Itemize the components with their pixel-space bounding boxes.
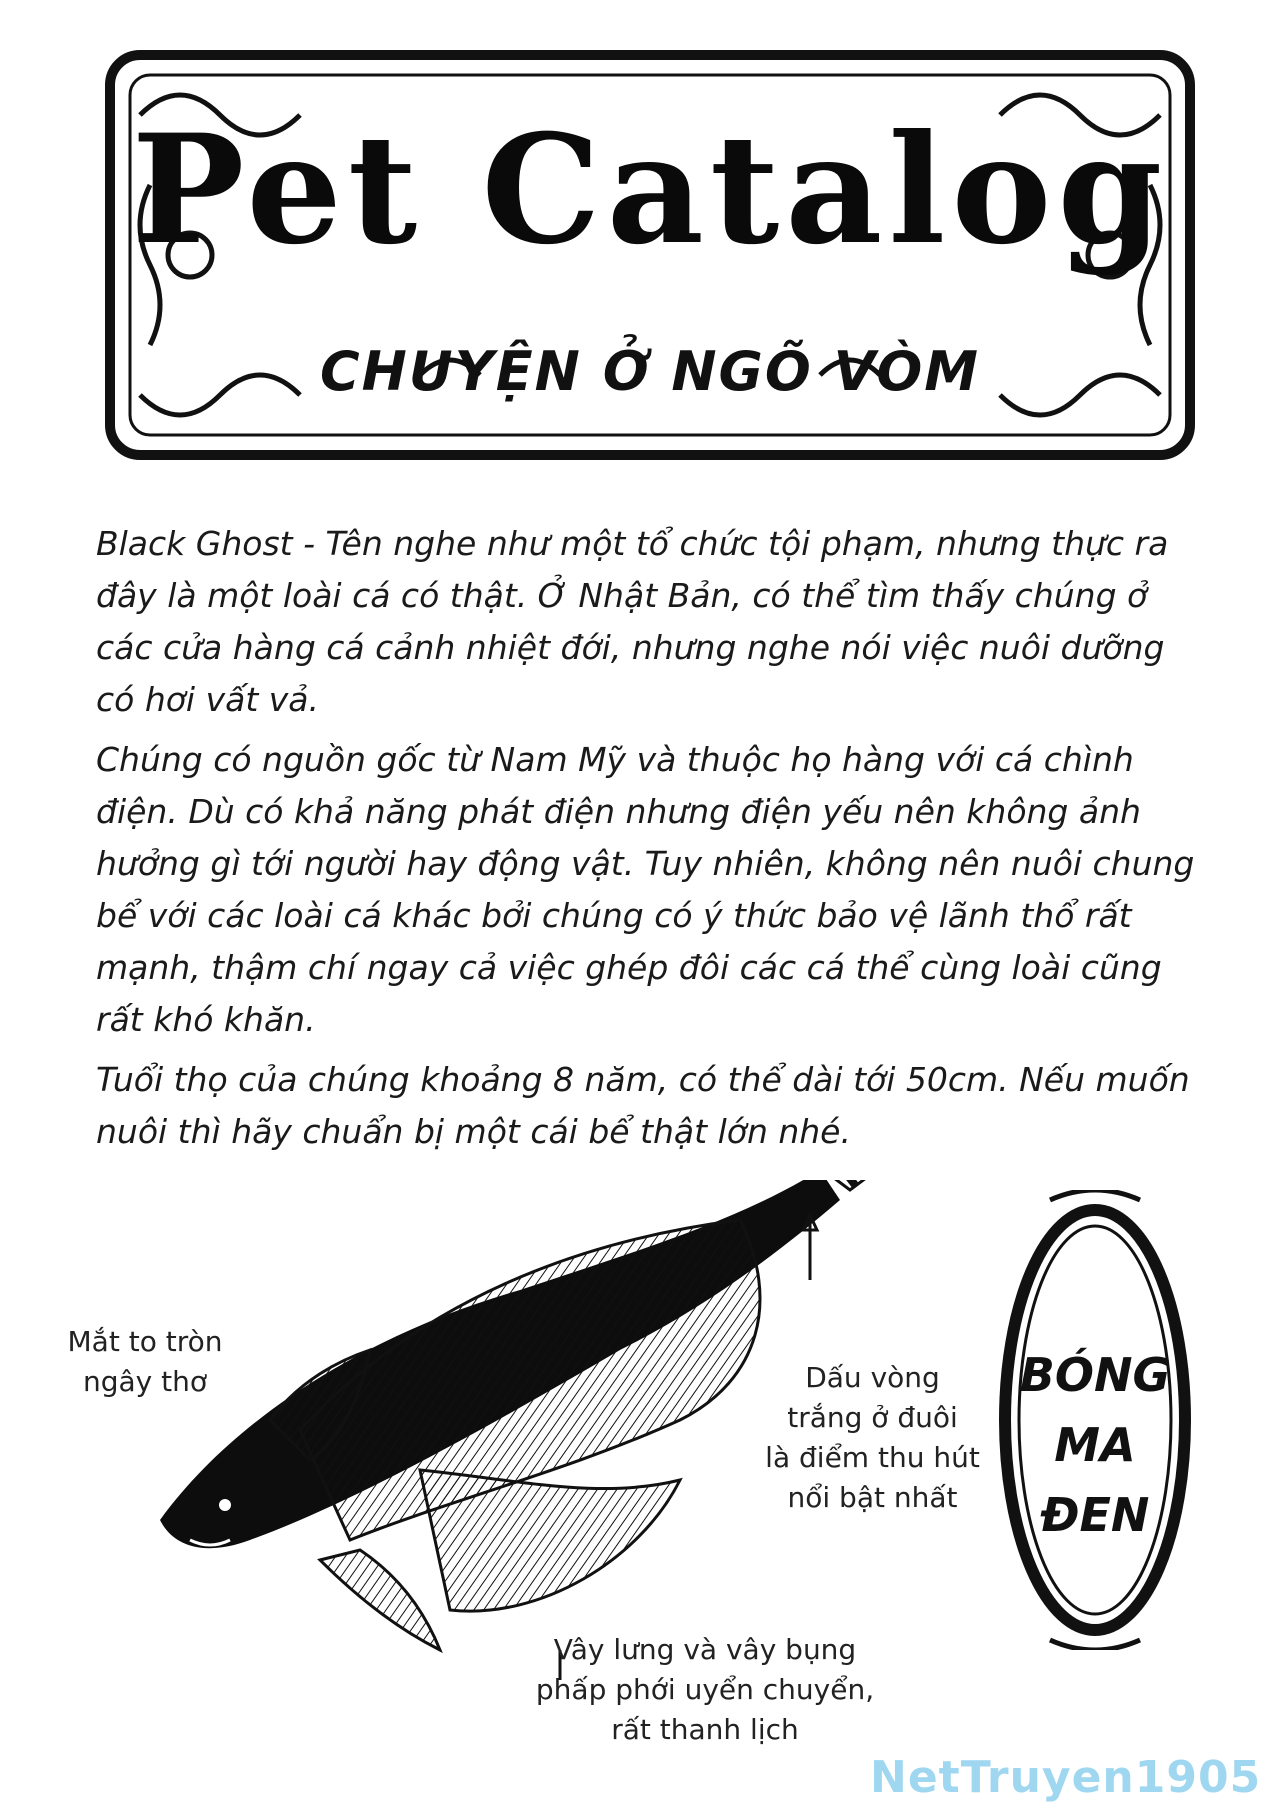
paragraph: Chúng có nguồn gốc từ Nam Mỹ và thuộc họ hàng với cá chình điện. Dù có khả năng phát điện nhưng điện yếu nên không ảnh hưởng gì tới người hay động vật. Tuy nhiên, không nên nuôi chung bể với các loài cá khác bởi chúng có ý thức bảo vệ lãnh thổ rất mạnh, thậm chí ngay cả việc ghép đôi các cá thể cùng loài cũng rất khó khăn.: [96, 740, 1195, 1039]
annotation-eye: Mắt to tròn ngây thơ: [67, 1325, 223, 1398]
paragraph: Tuổi thọ của chúng khoảng 8 năm, có thể dài tới 50cm. Nếu muốn nuôi thì hãy chuẩn bị một cái bể thật lớn nhé.: [96, 1060, 1190, 1151]
article-body: [96, 518, 1196, 1166]
annotation-fins: Vây lưng và vây bụng phấp phới uyển chuyển, rất thanh lịch: [535, 1633, 875, 1746]
species-badge: BÓNG MA ĐEN: [1019, 1348, 1171, 1542]
paragraph: Black Ghost - Tên nghe như một tổ chức tội phạm, nhưng thực ra đây là một loài cá có thật. Ở Nhật Bản, có thể tìm thấy chúng ở các cửa hàng cá cảnh nhiệt đới, nhưng nghe nói việc nuôi dưỡng có hơi vất vả.: [96, 524, 1169, 719]
page-title: Pet Catalog: [131, 102, 1169, 278]
site-watermark: NetTruyen1905: [870, 1752, 1262, 1803]
annotation-tail: Dấu vòng trắng ở đuôi là điểm thu hút nổi bật nhất: [765, 1361, 980, 1514]
title-frame: [100, 45, 1200, 465]
series-subtitle: CHUYỆN Ở NGÕ VÒM: [319, 340, 981, 403]
